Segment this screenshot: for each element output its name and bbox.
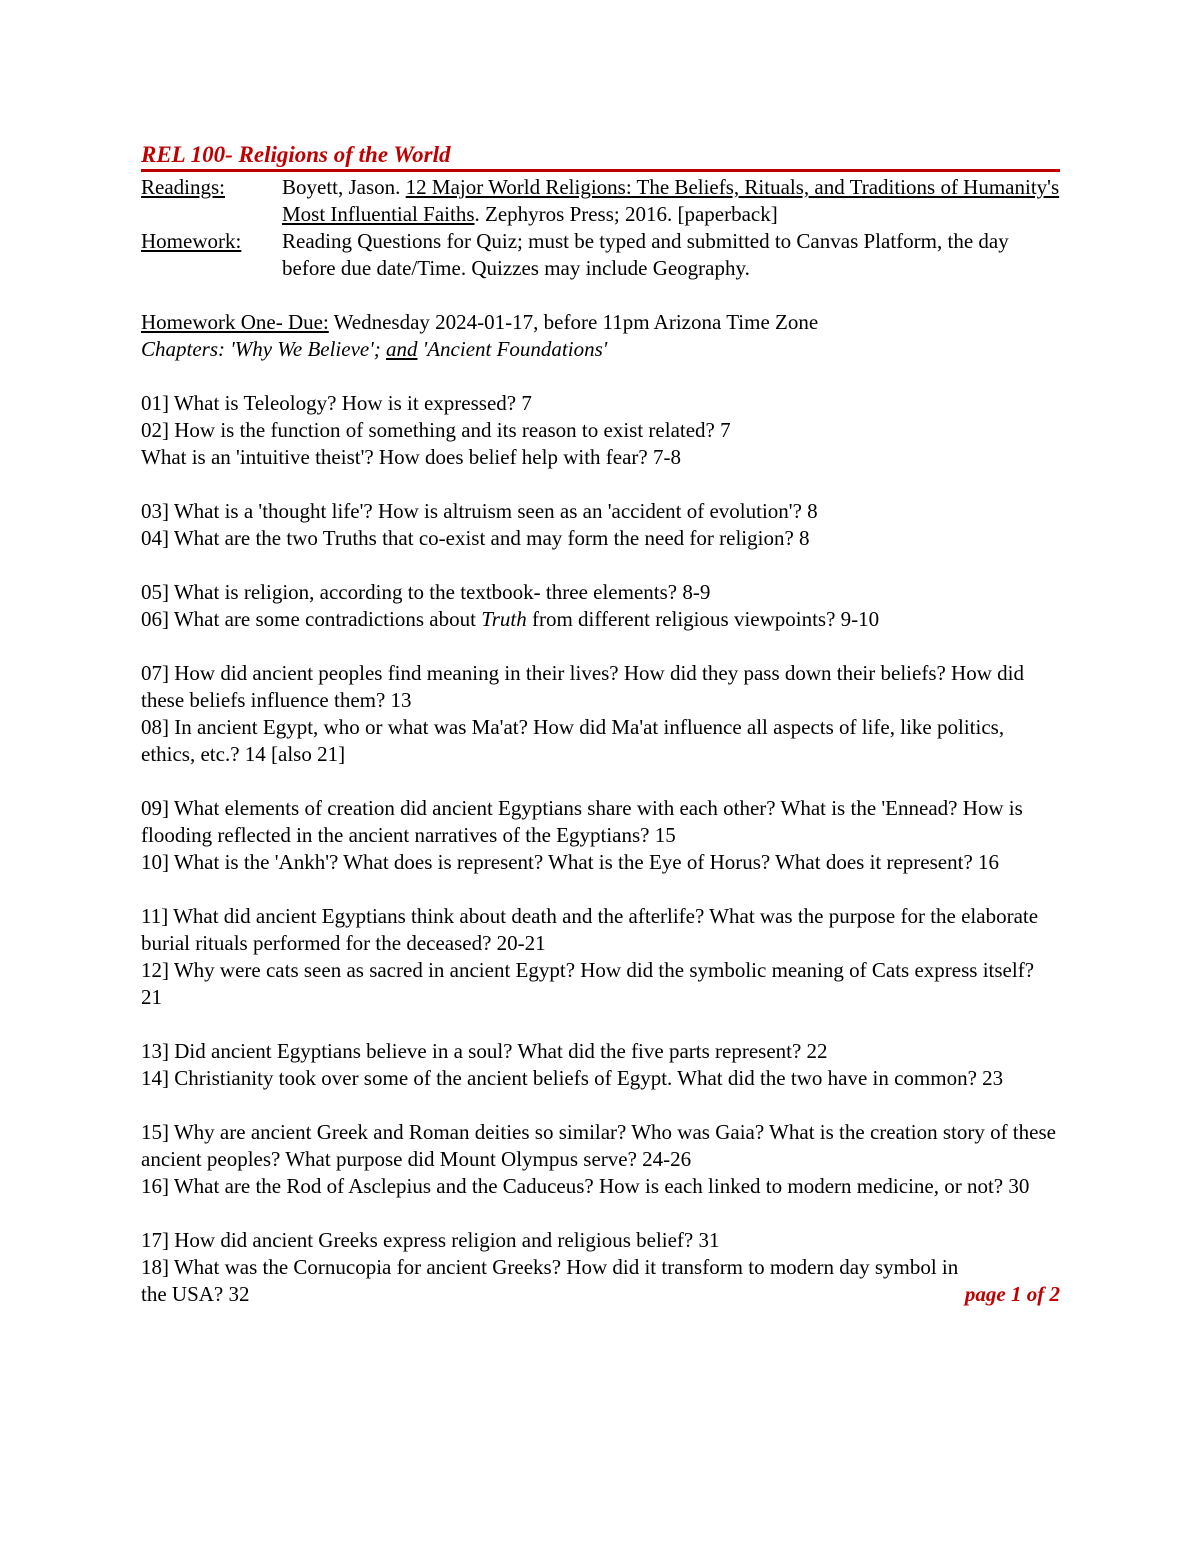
assignment-heading: Homework One- Due: — [141, 310, 329, 334]
question-group-3 — [141, 579, 1060, 633]
document-page — [141, 140, 1060, 1308]
question-group-4 — [141, 660, 1060, 768]
assignment-heading-line — [141, 309, 1060, 336]
question-item: 14] Christianity took over some of the ancient beliefs of Egypt. What did the two have in common? 23 — [141, 1066, 1004, 1090]
question-item: 09] What elements of creation did ancient Egyptians share with each other? What is the 'Ennead? How is flooding reflected in the ancient narratives of the Egyptians? 15 — [141, 796, 1023, 847]
question-group-7 — [141, 1038, 1060, 1092]
q06-part-c: from different religious viewpoints? 9-10 — [526, 607, 880, 631]
question-item: 13] Did ancient Egyptians believe in a soul? What did the five parts represent? 22 — [141, 1039, 828, 1063]
q18-continuation: the USA? 32 — [141, 1282, 250, 1306]
question-group-6 — [141, 903, 1060, 1011]
homework-row — [141, 228, 1060, 282]
question-group-5 — [141, 795, 1060, 876]
question-item: 15] Why are ancient Greek and Roman deities so similar? Who was Gaia? What is the creation story of these ancient peoples? What purpose did Mount Olympus serve? 24-26 — [141, 1120, 1056, 1171]
question-item: What is an 'intuitive theist'? How does belief help with fear? 7-8 — [141, 445, 681, 469]
question-item: 11] What did ancient Egyptians think about death and the afterlife? What was the purpose for the elaborate burial rituals performed for the deceased? 20-21 — [141, 904, 1039, 955]
readings-book-title: 12 Major World Religions: The Beliefs, Rituals, and Traditions of Humanity's Most Influential Faiths — [282, 175, 1060, 226]
document-title: REL 100- Religions of the World — [141, 140, 1060, 172]
readings-citation — [282, 174, 1060, 228]
q06-truth: Truth — [481, 607, 527, 631]
question-item: 16] What are the Rod of Asclepius and the Caduceus? How is each linked to modern medicine, or not? 30 — [141, 1174, 1030, 1198]
q06-part-a: 06] What are some contradictions about — [141, 607, 482, 631]
question-item: 03] What is a 'thought life'? How is altruism seen as an 'accident of evolution'? 8 — [141, 499, 818, 523]
readings-publisher: . Zephyros Press; 2016. [paperback] — [474, 202, 778, 226]
question-group-2 — [141, 498, 1060, 552]
assignment-chapters — [141, 336, 1060, 363]
question-item: 17] How did ancient Greeks express religion and religious belief? 31 — [141, 1228, 720, 1252]
question-item: 08] In ancient Egypt, who or what was Ma'at? How did Ma'at influence all aspects of life, like politics, ethics, etc.? 14 [also 21] — [141, 715, 1005, 766]
readings-row — [141, 174, 1060, 228]
last-line — [141, 1281, 1060, 1308]
chapters-part-a: Chapters: 'Why We Believe'; — [141, 337, 386, 361]
question-group-1 — [141, 390, 1060, 471]
question-item: 05] What is religion, according to the textbook- three elements? 8-9 — [141, 580, 711, 604]
question-item: 07] How did ancient peoples find meaning in their lives? How did they pass down their beliefs? How did these beliefs influence them? 13 — [141, 661, 1024, 712]
question-item: 01] What is Teleology? How is it expressed? 7 — [141, 391, 532, 415]
question-item: 02] How is the function of something and its reason to exist related? 7 — [141, 418, 731, 442]
homework-text: Reading Questions for Quiz; must be typed and submitted to Canvas Platform, the day before due date/Time. Quizzes may include Geography. — [282, 229, 1009, 280]
question-group-8 — [141, 1119, 1060, 1200]
question-item: 18] What was the Cornucopia for ancient Greeks? How did it transform to modern day symbol in — [141, 1255, 959, 1279]
readings-author: Boyett, Jason. — [282, 175, 406, 199]
question-item — [141, 606, 1060, 633]
page-number: page 1 of 2 — [964, 1282, 1060, 1306]
question-group-9 — [141, 1227, 1060, 1308]
question-item: 04] What are the two Truths that co-exist and may form the need for religion? 8 — [141, 526, 810, 550]
chapters-and: and — [385, 337, 418, 361]
readings-label: Readings: — [141, 175, 225, 199]
chapters-part-b: 'Ancient Foundations' — [417, 337, 608, 361]
homework-label: Homework: — [141, 229, 242, 253]
assignment-due: Wednesday 2024-01-17, before 11pm Arizona Time Zone — [328, 310, 819, 334]
question-item: 12] Why were cats seen as sacred in ancient Egypt? How did the symbolic meaning of Cats express itself? 21 — [141, 958, 1035, 1009]
question-item: 10] What is the 'Ankh'? What does is represent? What is the Eye of Horus? What does it represent? 16 — [141, 850, 1000, 874]
